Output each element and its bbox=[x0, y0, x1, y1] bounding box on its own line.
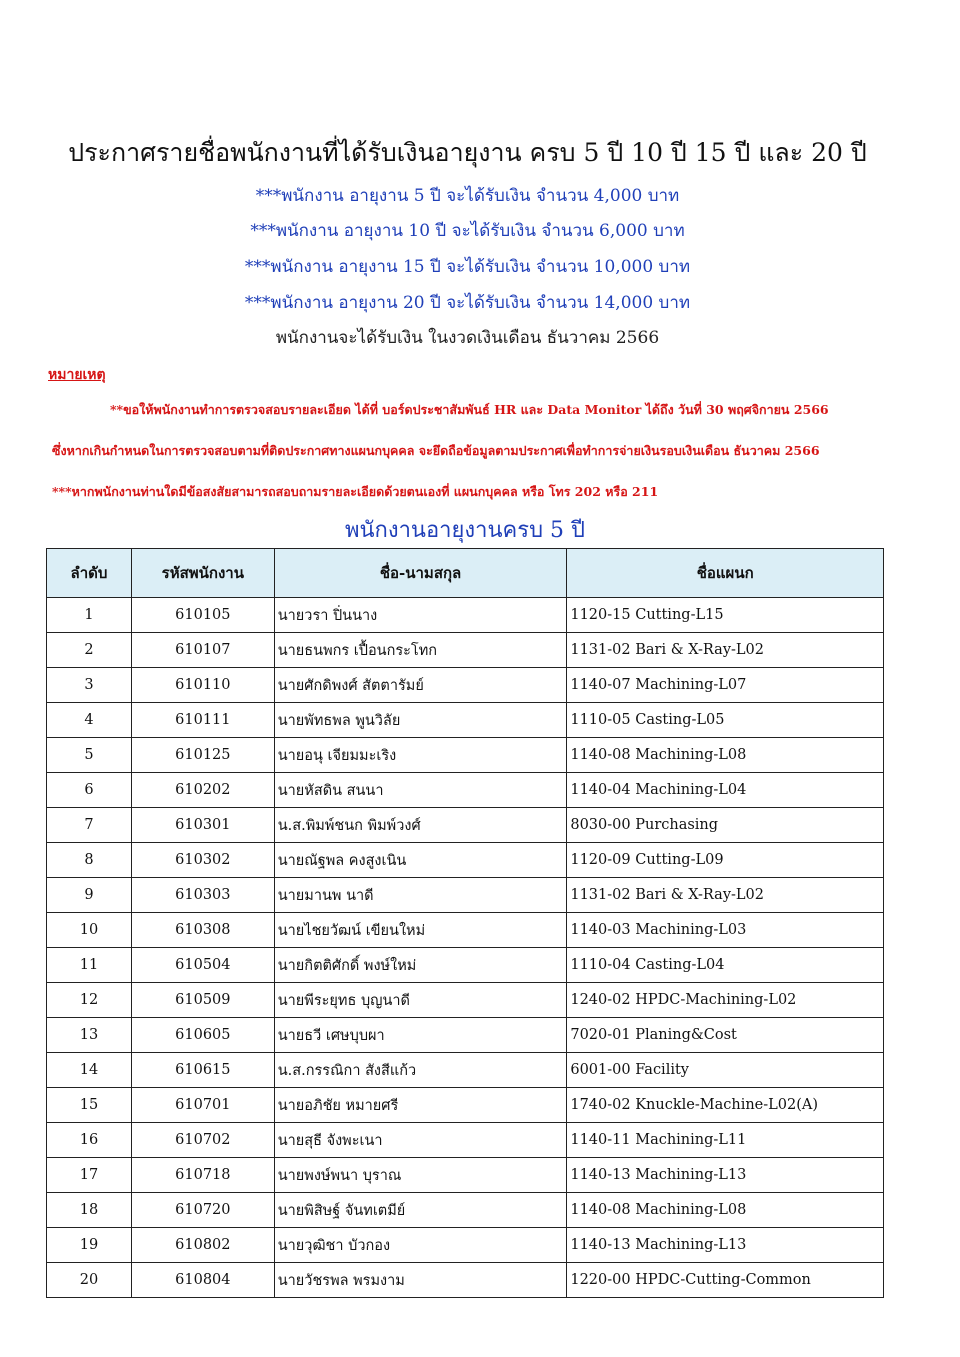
cell-full-name: นายธนพกร เปื้อนกระโทก bbox=[274, 633, 567, 668]
cell-employee-id: 610718 bbox=[131, 1158, 274, 1193]
cell-full-name: นายพัทธพล พูนวิลัย bbox=[274, 703, 567, 738]
cell-department: 6001-00 Facility bbox=[567, 1053, 884, 1088]
cell-order: 6 bbox=[47, 773, 132, 808]
cell-employee-id: 610802 bbox=[131, 1228, 274, 1263]
cell-department: 1140-03 Machining-L03 bbox=[567, 913, 884, 948]
cell-department: 1110-05 Casting-L05 bbox=[567, 703, 884, 738]
cell-employee-id: 610105 bbox=[131, 598, 274, 633]
cell-employee-id: 610701 bbox=[131, 1088, 274, 1123]
note-line-3: ***หากพนักงานท่านใดมีข้อสงสัยสามารถสอบถามรายละเอียดด้วยตนเองที่ แผนกบุคคล หรือ โทร 202 หรือ 211 bbox=[52, 484, 659, 499]
cell-department: 1140-08 Machining-L08 bbox=[567, 738, 884, 773]
cell-order: 9 bbox=[47, 878, 132, 913]
cell-department: 1131-02 Bari & X-Ray-L02 bbox=[567, 633, 884, 668]
table-row bbox=[47, 1123, 884, 1158]
table-row bbox=[47, 808, 884, 843]
pay-line-10-years: ***พนักงาน อายุงาน 10 ปี จะได้รับเงิน จำนวน 6,000 บาท bbox=[250, 221, 685, 241]
cell-employee-id: 610615 bbox=[131, 1053, 274, 1088]
section-title: พนักงานอายุงานครบ 5 ปี bbox=[344, 518, 586, 543]
cell-order: 5 bbox=[47, 738, 132, 773]
cell-employee-id: 610702 bbox=[131, 1123, 274, 1158]
cell-department: 1740-02 Knuckle-Machine-L02(A) bbox=[567, 1088, 884, 1123]
cell-full-name: นายพิสิษฐ์ จันทเตมีย์ bbox=[274, 1193, 567, 1228]
cell-order: 20 bbox=[47, 1263, 132, 1298]
cell-order: 18 bbox=[47, 1193, 132, 1228]
cell-full-name: นายวรา ปิ่นนาง bbox=[274, 598, 567, 633]
table-row bbox=[47, 668, 884, 703]
cell-order: 4 bbox=[47, 703, 132, 738]
table-header-row bbox=[47, 549, 884, 598]
cell-full-name: นายพงษ์พนา บุราณ bbox=[274, 1158, 567, 1193]
cell-full-name: นายวุฒิชา บัวกอง bbox=[274, 1228, 567, 1263]
table-row bbox=[47, 948, 884, 983]
cell-order: 11 bbox=[47, 948, 132, 983]
cell-employee-id: 610509 bbox=[131, 983, 274, 1018]
table-row bbox=[47, 703, 884, 738]
cell-employee-id: 610107 bbox=[131, 633, 274, 668]
cell-order: 3 bbox=[47, 668, 132, 703]
cell-department: 1120-15 Cutting-L15 bbox=[567, 598, 884, 633]
table-row bbox=[47, 1018, 884, 1053]
cell-department: 1120-09 Cutting-L09 bbox=[567, 843, 884, 878]
table-row bbox=[47, 1193, 884, 1228]
cell-department: 1140-13 Machining-L13 bbox=[567, 1228, 884, 1263]
table-row bbox=[47, 1088, 884, 1123]
pay-period: พนักงานจะได้รับเงิน ในงวดเงินเดือน ธันวาคม 2566 bbox=[275, 328, 660, 348]
cell-full-name: น.ส.พิมพ์ชนก พิมพ์วงศ์ bbox=[274, 808, 567, 843]
cell-employee-id: 610308 bbox=[131, 913, 274, 948]
table-row bbox=[47, 1263, 884, 1298]
cell-full-name: นายพีระยุทธ บุญนาดี bbox=[274, 983, 567, 1018]
cell-department: 1140-04 Machining-L04 bbox=[567, 773, 884, 808]
pay-line-20-years: ***พนักงาน อายุงาน 20 ปี จะได้รับเงิน จำนวน 14,000 บาท bbox=[244, 293, 691, 313]
table-row bbox=[47, 1228, 884, 1263]
header-order: ลำดับ bbox=[47, 549, 132, 598]
table-row bbox=[47, 1053, 884, 1088]
cell-order: 17 bbox=[47, 1158, 132, 1193]
cell-employee-id: 610111 bbox=[131, 703, 274, 738]
cell-employee-id: 610504 bbox=[131, 948, 274, 983]
cell-department: 1140-11 Machining-L11 bbox=[567, 1123, 884, 1158]
cell-full-name: นายไชยวัฒน์ เขียนใหม่ bbox=[274, 913, 567, 948]
note-line-1: **ขอให้พนักงานทำการตรวจสอบรายละเอียด ได้ที่ บอร์ดประชาสัมพันธ์ HR และ Data Monitor ได้ถึง วันที่ 30 พฤศจิกายน 2566 bbox=[110, 402, 829, 417]
cell-full-name: นายอนุ เจียมมะเริง bbox=[274, 738, 567, 773]
table-row bbox=[47, 843, 884, 878]
pay-line-15-years: ***พนักงาน อายุงาน 15 ปี จะได้รับเงิน จำนวน 10,000 บาท bbox=[244, 257, 691, 277]
cell-full-name: นายศักดิพงศ์ สัตตารัมย์ bbox=[274, 668, 567, 703]
cell-full-name: นายณัฐพล คงสูงเนิน bbox=[274, 843, 567, 878]
note-heading: หมายเหตุ bbox=[48, 367, 106, 383]
cell-order: 7 bbox=[47, 808, 132, 843]
cell-order: 1 bbox=[47, 598, 132, 633]
cell-department: 1110-04 Casting-L04 bbox=[567, 948, 884, 983]
employee-table bbox=[46, 548, 884, 1298]
cell-full-name: นายสุธี จังพะเนา bbox=[274, 1123, 567, 1158]
cell-department: 1140-07 Machining-L07 bbox=[567, 668, 884, 703]
header-full-name: ชื่อ-นามสกุล bbox=[274, 549, 567, 598]
cell-employee-id: 610301 bbox=[131, 808, 274, 843]
table-row bbox=[47, 913, 884, 948]
cell-employee-id: 610720 bbox=[131, 1193, 274, 1228]
cell-department: 1131-02 Bari & X-Ray-L02 bbox=[567, 878, 884, 913]
table-row bbox=[47, 738, 884, 773]
cell-full-name: นายมานพ นาดี bbox=[274, 878, 567, 913]
table-row bbox=[47, 633, 884, 668]
cell-order: 15 bbox=[47, 1088, 132, 1123]
cell-order: 10 bbox=[47, 913, 132, 948]
cell-full-name: นายกิตติศักดิ์ พงษ์ใหม่ bbox=[274, 948, 567, 983]
cell-department: 7020-01 Planing&Cost bbox=[567, 1018, 884, 1053]
cell-department: 1240-02 HPDC-Machining-L02 bbox=[567, 983, 884, 1018]
table-row bbox=[47, 878, 884, 913]
cell-employee-id: 610303 bbox=[131, 878, 274, 913]
cell-employee-id: 610125 bbox=[131, 738, 274, 773]
note-line-2: ซึ่งหากเกินกำหนดในการตรวจสอบตามที่ติดประกาศทางแผนกบุคคล จะยึดถือข้อมูลตามประกาศเพื่อทำการจ่ายเงินรอบเงินเดือน ธันวาคม 2566 bbox=[52, 443, 820, 458]
table-row bbox=[47, 1158, 884, 1193]
cell-order: 12 bbox=[47, 983, 132, 1018]
header-department: ชื่อแผนก bbox=[567, 549, 884, 598]
cell-department: 1220-00 HPDC-Cutting-Common bbox=[567, 1263, 884, 1298]
table-row bbox=[47, 598, 884, 633]
cell-department: 8030-00 Purchasing bbox=[567, 808, 884, 843]
cell-order: 16 bbox=[47, 1123, 132, 1158]
table-row bbox=[47, 773, 884, 808]
cell-employee-id: 610804 bbox=[131, 1263, 274, 1298]
cell-full-name: นายหัสดิน สนนา bbox=[274, 773, 567, 808]
cell-department: 1140-13 Machining-L13 bbox=[567, 1158, 884, 1193]
cell-department: 1140-08 Machining-L08 bbox=[567, 1193, 884, 1228]
pay-line-5-years: ***พนักงาน อายุงาน 5 ปี จะได้รับเงิน จำนวน 4,000 บาท bbox=[255, 186, 680, 206]
cell-order: 13 bbox=[47, 1018, 132, 1053]
cell-employee-id: 610202 bbox=[131, 773, 274, 808]
cell-full-name: น.ส.กรรณิกา สังสีแก้ว bbox=[274, 1053, 567, 1088]
cell-employee-id: 610302 bbox=[131, 843, 274, 878]
cell-order: 19 bbox=[47, 1228, 132, 1263]
cell-employee-id: 610605 bbox=[131, 1018, 274, 1053]
cell-employee-id: 610110 bbox=[131, 668, 274, 703]
cell-full-name: นายอภิชัย หมายศรี bbox=[274, 1088, 567, 1123]
cell-order: 2 bbox=[47, 633, 132, 668]
cell-full-name: นายวัชรพล พรมงาม bbox=[274, 1263, 567, 1298]
cell-full-name: นายธวี เศษบุบผา bbox=[274, 1018, 567, 1053]
table-row bbox=[47, 983, 884, 1018]
page-title: ประกาศรายชื่อพนักงานที่ได้รับเงินอายุงาน ครบ 5 ปี 10 ปี 15 ปี และ 20 ปี bbox=[68, 138, 867, 167]
header-employee-id: รหัสพนักงาน bbox=[131, 549, 274, 598]
cell-order: 14 bbox=[47, 1053, 132, 1088]
cell-order: 8 bbox=[47, 843, 132, 878]
